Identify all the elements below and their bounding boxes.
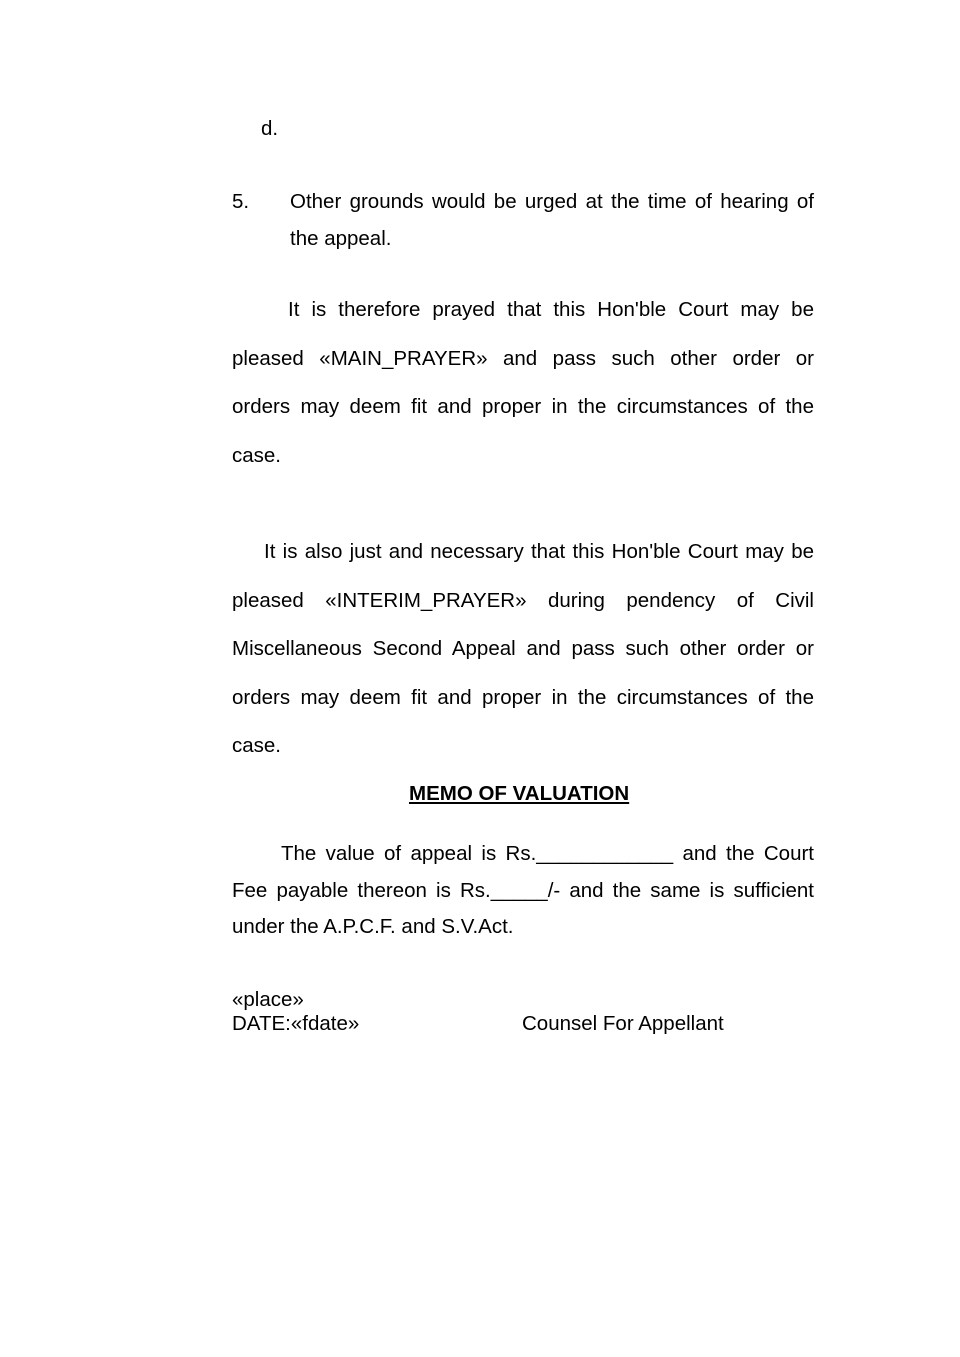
main-prayer-line-4: case.	[232, 443, 281, 467]
list-item-5-number: 5.	[232, 190, 250, 213]
main-prayer-line-1: It is therefore prayed that this Hon'ble Court may be	[288, 298, 814, 321]
interim-prayer-line-3: Miscellaneous Second Appeal and pass such other order or	[232, 637, 814, 660]
interim-prayer-line-1: It is also just and necessary that this Hon'ble Court may be	[264, 540, 814, 563]
memo-of-valuation-heading: MEMO OF VALUATION	[409, 782, 630, 805]
memo-line-1: The value of appeal is Rs.____________ and the Court	[281, 842, 814, 865]
interim-prayer-line-2: pleased «INTERIM_PRAYER» during pendency of Civil	[232, 588, 814, 612]
memo-line-2: Fee payable thereon is Rs._____/- and the same is sufficient	[232, 878, 814, 902]
memo-paragraph	[232, 842, 814, 952]
main-prayer-line-3: orders may deem fit and proper in the circumstances of the	[232, 395, 814, 418]
main-prayer-paragraph	[232, 298, 814, 492]
memo-line-3: under the A.P.C.F. and S.V.Act.	[232, 915, 514, 938]
interim-prayer-line-5: case.	[232, 734, 281, 757]
date-field: DATE:«fdate»	[232, 1012, 360, 1035]
place-field: «place»	[232, 988, 304, 1011]
main-prayer-line-2: pleased «MAIN_PRAYER» and pass such other order or	[232, 346, 814, 370]
list-item-5-text	[290, 190, 814, 251]
list-item-5-line-2: the appeal.	[290, 227, 392, 250]
counsel-signature-label: Counsel For Appellant	[522, 1012, 724, 1035]
interim-prayer-paragraph	[232, 540, 814, 783]
list-item-d-marker: d.	[261, 117, 279, 140]
interim-prayer-line-4: orders may deem fit and proper in the circumstances of the	[232, 685, 814, 709]
list-item-5-line-1: Other grounds would be urged at the time of hearing of	[290, 190, 814, 213]
